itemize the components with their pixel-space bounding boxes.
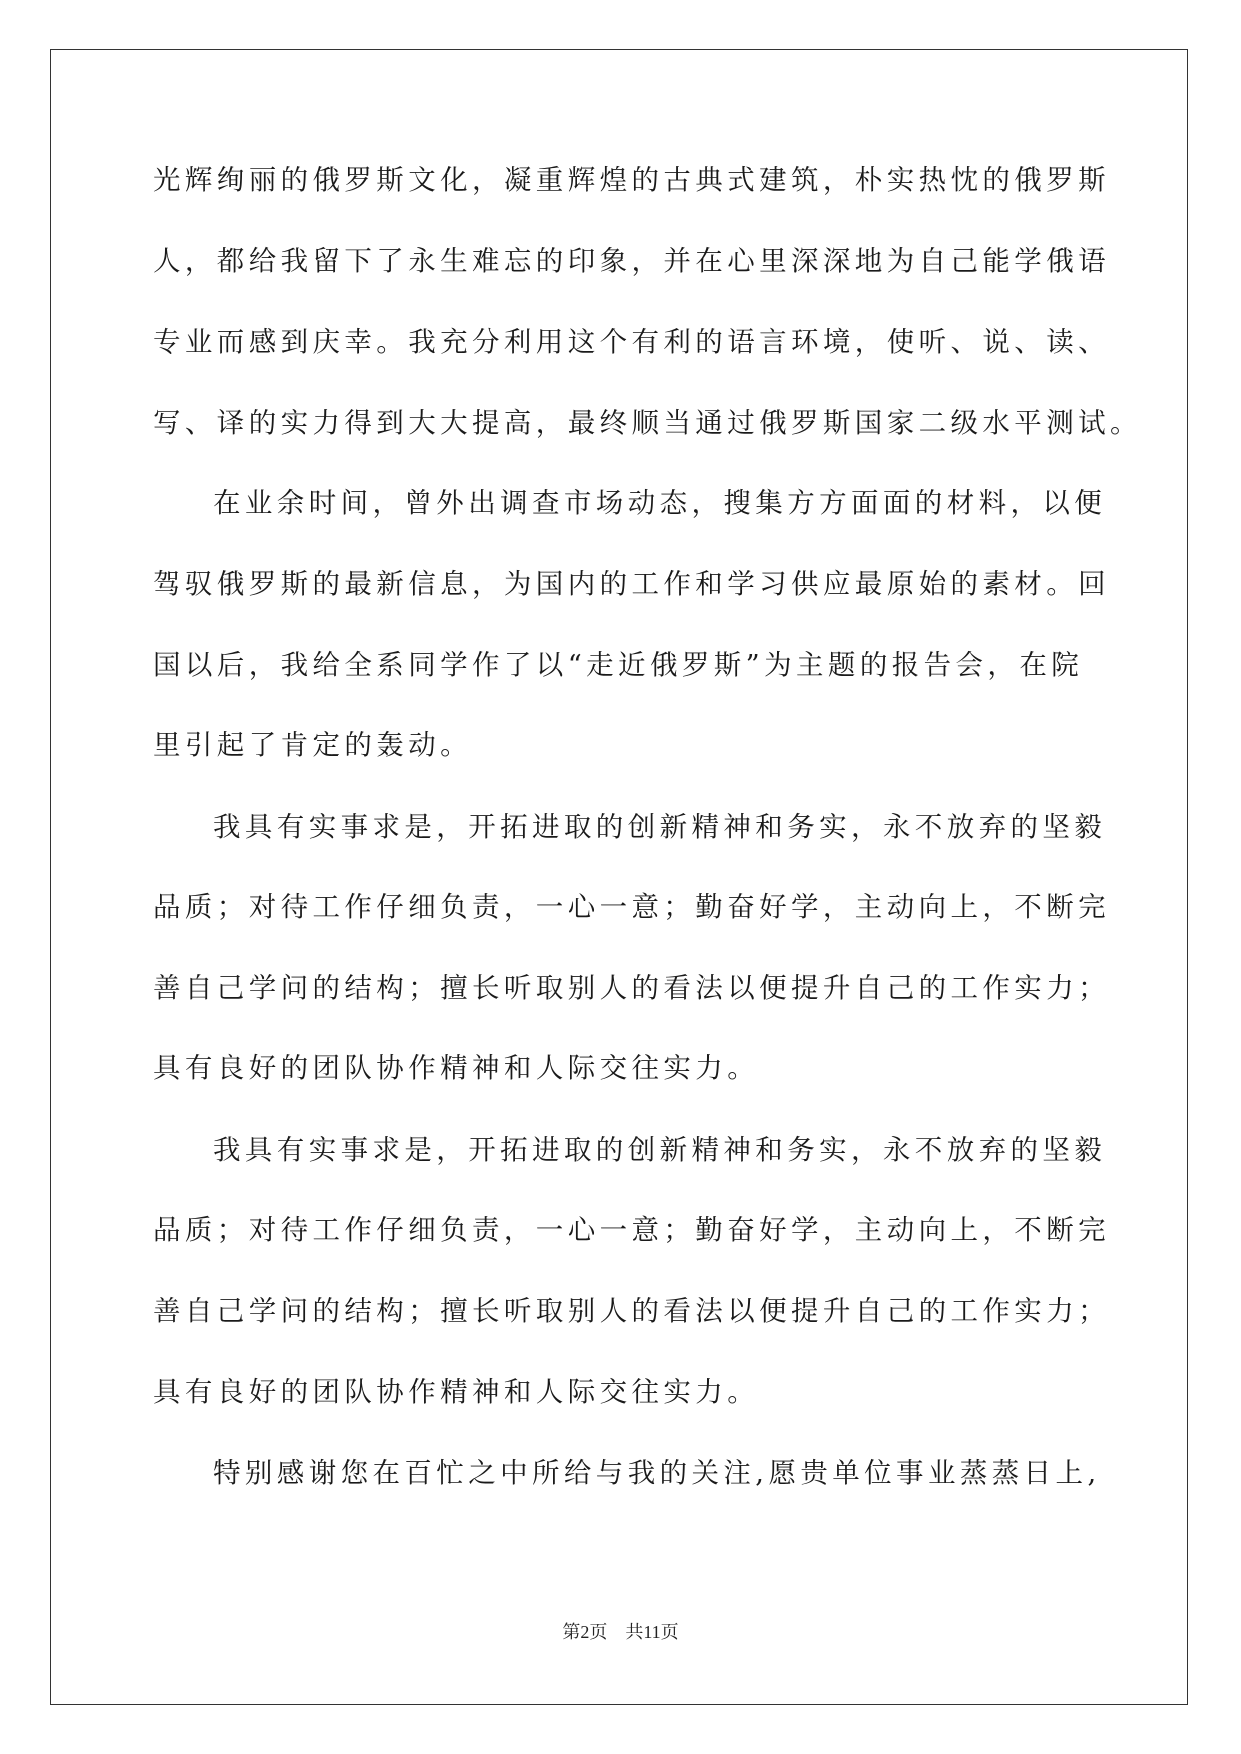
text-line: 具有良好的团队协作精神和人际交往实力。 — [153, 1376, 760, 1408]
paragraph-first-line: 在业余时间，曾外出调查市场动态，搜集方方面面的材料，以便 — [213, 487, 1107, 519]
text-line: 善自己学问的结构；擅长听取别人的看法以便提升自己的工作实力； — [153, 1295, 1110, 1327]
text-line: 品质；对待工作仔细负责，一心一意；勤奋好学，主动向上，不断完 — [153, 1214, 1110, 1246]
text-line: 专业而感到庆幸。我充分利用这个有利的语言环境，使听、说、读、 — [153, 326, 1110, 358]
text-line: 国以后，我给全系同学作了以“走近俄罗斯”为主题的报告会，在院 — [153, 649, 1084, 681]
paragraph-first-line: 我具有实事求是，开拓进取的创新精神和务实，永不放弃的坚毅 — [213, 811, 1107, 843]
text-line: 善自己学问的结构；擅长听取别人的看法以便提升自己的工作实力； — [153, 972, 1110, 1004]
text-line: 光辉绚丽的俄罗斯文化，凝重辉煌的古典式建筑，朴实热忱的俄罗斯 — [153, 164, 1110, 196]
text-line: 驾驭俄罗斯的最新信息，为国内的工作和学习供应最原始的素材。回 — [153, 568, 1110, 600]
text-line: 品质；对待工作仔细负责，一心一意；勤奋好学，主动向上，不断完 — [153, 891, 1110, 923]
text-line: 具有良好的团队协作精神和人际交往实力。 — [153, 1052, 760, 1084]
text-line: 人，都给我留下了永生难忘的印象，并在心里深深地为自己能学俄语 — [153, 245, 1110, 277]
text-line: 写、译的实力得到大大提高，最终顺当通过俄罗斯国家二级水平测试。 — [153, 407, 1142, 439]
text-line: 里引起了肯定的轰动。 — [153, 729, 472, 761]
paragraph-first-line: 我具有实事求是，开拓进取的创新精神和务实，永不放弃的坚毅 — [213, 1134, 1107, 1166]
paragraph-first-line: 特别感谢您在百忙之中所给与我的关注,愿贵单位事业蒸蒸日上, — [213, 1457, 1101, 1489]
page-number: 第2页 共11页 — [562, 1622, 679, 1642]
